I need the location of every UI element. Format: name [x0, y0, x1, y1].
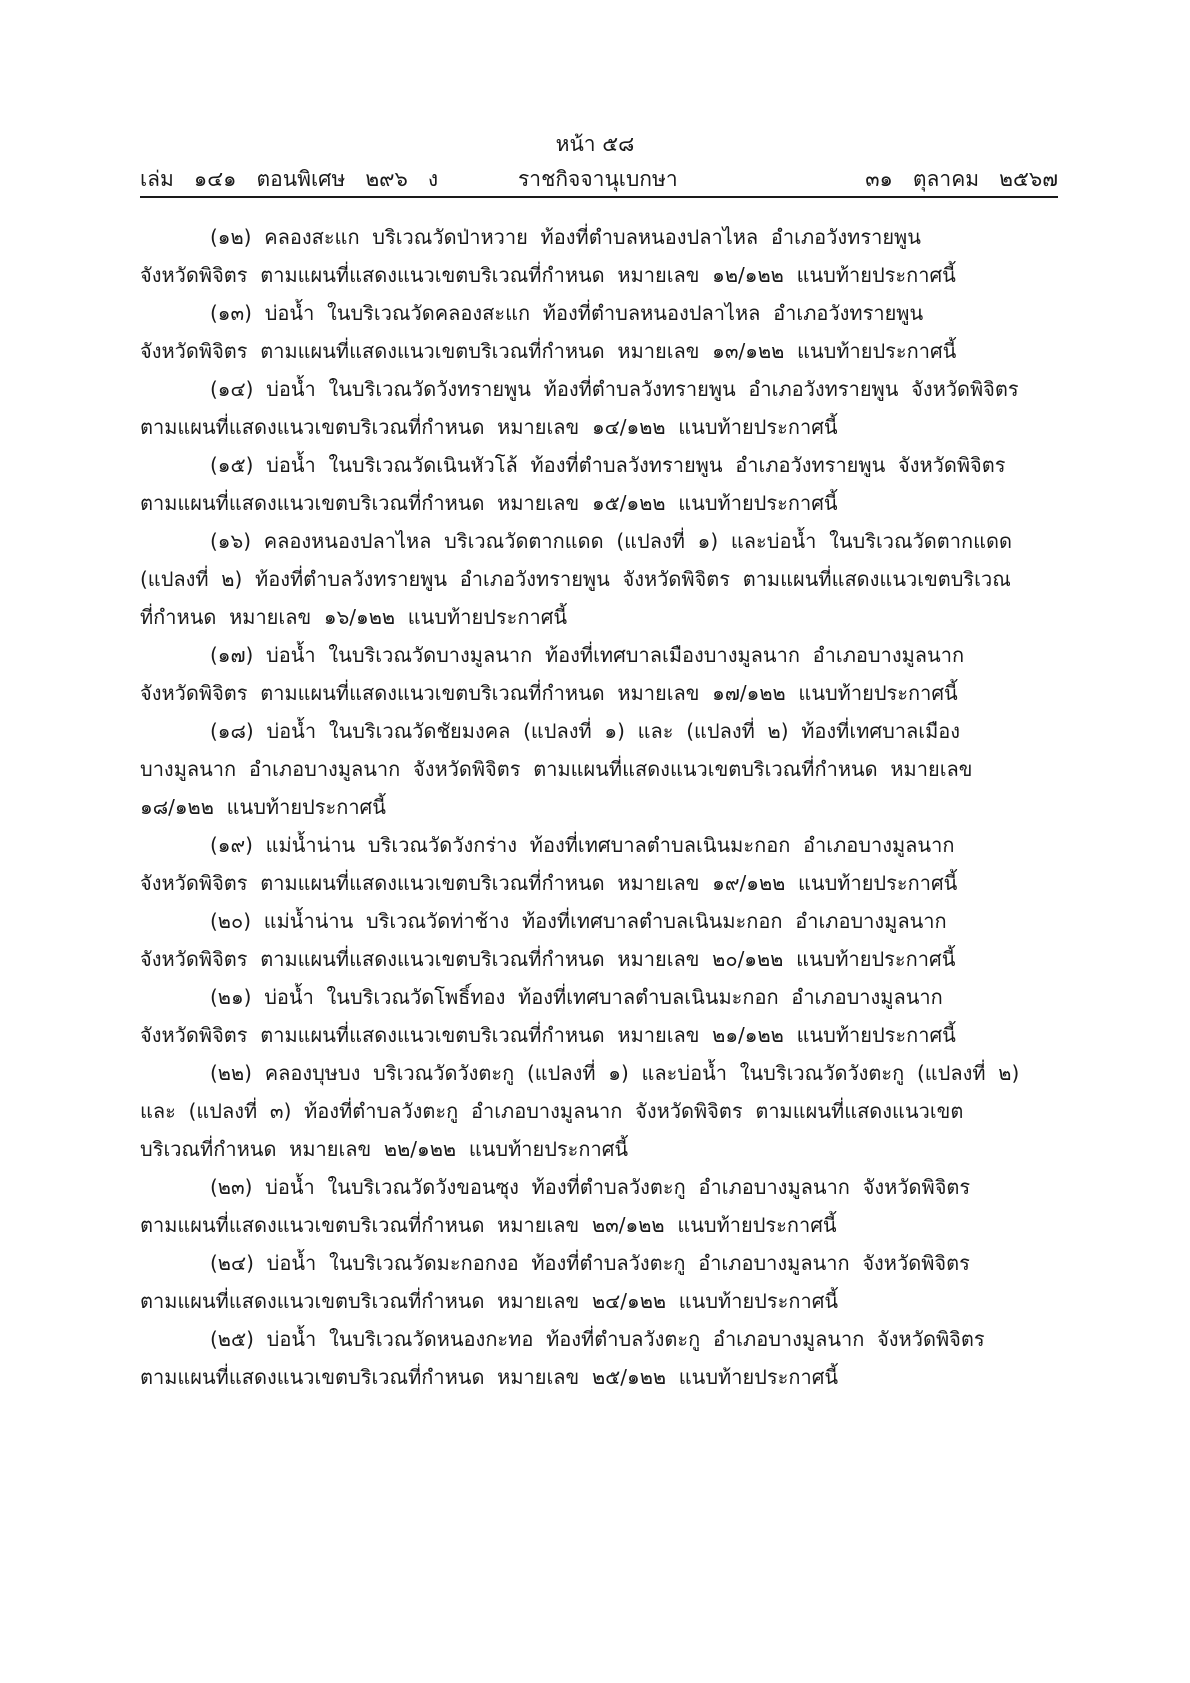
clause-line: ตามแผนที่แสดงแนวเขตบริเวณที่กำหนด หมายเลข ๒๔/๑๒๒ แนบท้ายประกาศนี้	[140, 1289, 839, 1313]
clause-line: (๒๔) บ่อน้ำ ในบริเวณวัดมะกอกงอ ท้องที่ตำบลวังตะกู อำเภอบางมูลนาก จังหวัดพิจิตร	[210, 1251, 970, 1275]
clause-line: (๑๕) บ่อน้ำ ในบริเวณวัดเนินหัวโล้ ท้องที่ตำบลวังทรายพูน อำเภอวังทรายพูน จังหวัดพิจิตร	[210, 453, 1006, 477]
clause-paragraph	[140, 1320, 1058, 1396]
clause-line: (๒๑) บ่อน้ำ ในบริเวณวัดโพธิ์ทอง ท้องที่เทศบาลตำบลเนินมะกอก อำเภอบางมูลนาก	[210, 985, 943, 1009]
clause-line: จังหวัดพิจิตร ตามแผนที่แสดงแนวเขตบริเวณที่กำหนด หมายเลข ๑๓/๑๒๒ แนบท้ายประกาศนี้	[140, 339, 957, 363]
clause-line: บางมูลนาก อำเภอบางมูลนาก จังหวัดพิจิตร ตามแผนที่แสดงแนวเขตบริเวณที่กำหนด หมายเลข	[140, 757, 973, 781]
clause-line: จังหวัดพิจิตร ตามแผนที่แสดงแนวเขตบริเวณที่กำหนด หมายเลข ๑๗/๑๒๒ แนบท้ายประกาศนี้	[140, 681, 958, 705]
clause-paragraph	[140, 1054, 1058, 1168]
clause-line: (๒๓) บ่อน้ำ ในบริเวณวัดวังขอนซุง ท้องที่ตำบลวังตะกู อำเภอบางมูลนาก จังหวัดพิจิตร	[210, 1175, 971, 1199]
clause-line: บริเวณที่กำหนด หมายเลข ๒๒/๑๒๒ แนบท้ายประกาศนี้	[140, 1137, 629, 1161]
clause-paragraph	[140, 370, 1058, 446]
clause-line: จังหวัดพิจิตร ตามแผนที่แสดงแนวเขตบริเวณที่กำหนด หมายเลข ๒๑/๑๒๒ แนบท้ายประกาศนี้	[140, 1023, 956, 1047]
clause-line: จังหวัดพิจิตร ตามแผนที่แสดงแนวเขตบริเวณที่กำหนด หมายเลข ๑๒/๑๒๒ แนบท้ายประกาศนี้	[140, 263, 956, 287]
clause-line: จังหวัดพิจิตร ตามแผนที่แสดงแนวเขตบริเวณที่กำหนด หมายเลข ๑๙/๑๒๒ แนบท้ายประกาศนี้	[140, 871, 958, 895]
clause-line: ตามแผนที่แสดงแนวเขตบริเวณที่กำหนด หมายเลข ๑๔/๑๒๒ แนบท้ายประกาศนี้	[140, 415, 838, 439]
clause-paragraph	[140, 712, 1058, 826]
announcement-body	[140, 218, 1058, 1396]
clause-paragraph	[140, 522, 1058, 636]
clause-line: (๑๙) แม่น้ำน่าน บริเวณวัดวังกร่าง ท้องที่เทศบาลตำบลเนินมะกอก อำเภอบางมูลนาก	[210, 833, 955, 857]
clause-line: (แปลงที่ ๒) ท้องที่ตำบลวังทรายพูน อำเภอวังทรายพูน จังหวัดพิจิตร ตามแผนที่แสดงแนวเขตบริเวณ	[140, 567, 1011, 591]
clause-line: (๑๖) คลองหนองปลาไหล บริเวณวัดตากแดด (แปลงที่ ๑) และบ่อน้ำ ในบริเวณวัดตากแดด	[210, 529, 1012, 553]
clause-line: และ (แปลงที่ ๓) ท้องที่ตำบลวังตะกู อำเภอบางมูลนาก จังหวัดพิจิตร ตามแผนที่แสดงแนวเขต	[140, 1099, 964, 1123]
volume-issue: เล่ม ๑๔๑ ตอนพิเศษ ๒๙๖ ง	[140, 167, 439, 191]
clause-line: ที่กำหนด หมายเลข ๑๖/๑๒๒ แนบท้ายประกาศนี้	[140, 605, 568, 629]
clause-line: (๒๒) คลองบุษบง บริเวณวัดวังตะกู (แปลงที่ ๑) และบ่อน้ำ ในบริเวณวัดวังตะกู (แปลงที่ ๒)	[210, 1061, 1020, 1085]
gazette-header	[140, 163, 1058, 195]
clause-paragraph	[140, 294, 1058, 370]
clause-line: (๑๓) บ่อน้ำ ในบริเวณวัดคลองสะแก ท้องที่ตำบลหนองปลาไหล อำเภอวังทรายพูน	[210, 301, 924, 325]
clause-paragraph	[140, 1244, 1058, 1320]
clause-paragraph	[140, 446, 1058, 522]
clause-line: (๑๒) คลองสะแก บริเวณวัดป่าหวาย ท้องที่ตำบลหนองปลาไหล อำเภอวังทรายพูน	[210, 225, 921, 249]
clause-paragraph	[140, 978, 1058, 1054]
clause-paragraph	[140, 218, 1058, 294]
clause-line: ๑๘/๑๒๒ แนบท้ายประกาศนี้	[140, 795, 386, 819]
publication-date: ๓๑ ตุลาคม ๒๕๖๗	[865, 167, 1058, 191]
clause-paragraph	[140, 826, 1058, 902]
clause-line: (๑๗) บ่อน้ำ ในบริเวณวัดบางมูลนาก ท้องที่เทศบาลเมืองบางมูลนาก อำเภอบางมูลนาก	[210, 643, 965, 667]
clause-line: (๑๘) บ่อน้ำ ในบริเวณวัดชัยมงคล (แปลงที่ ๑) และ (แปลงที่ ๒) ท้องที่เทศบาลเมือง	[210, 719, 961, 743]
clause-line: จังหวัดพิจิตร ตามแผนที่แสดงแนวเขตบริเวณที่กำหนด หมายเลข ๒๐/๑๒๒ แนบท้ายประกาศนี้	[140, 947, 956, 971]
clause-paragraph	[140, 1168, 1058, 1244]
clause-line: (๒๕) บ่อน้ำ ในบริเวณวัดหนองกะทอ ท้องที่ตำบลวังตะกู อำเภอบางมูลนาก จังหวัดพิจิตร	[210, 1327, 985, 1351]
clause-line: ตามแผนที่แสดงแนวเขตบริเวณที่กำหนด หมายเลข ๒๕/๑๒๒ แนบท้ายประกาศนี้	[140, 1365, 839, 1389]
publication-title: ราชกิจจานุเบกษา	[518, 167, 678, 191]
clause-line: ตามแผนที่แสดงแนวเขตบริเวณที่กำหนด หมายเลข ๒๓/๑๒๒ แนบท้ายประกาศนี้	[140, 1213, 837, 1237]
clause-line: (๒๐) แม่น้ำน่าน บริเวณวัดท่าช้าง ท้องที่เทศบาลตำบลเนินมะกอก อำเภอบางมูลนาก	[210, 909, 947, 933]
clause-paragraph	[140, 636, 1058, 712]
clause-paragraph	[140, 902, 1058, 978]
clause-line: ตามแผนที่แสดงแนวเขตบริเวณที่กำหนด หมายเลข ๑๕/๑๒๒ แนบท้ายประกาศนี้	[140, 491, 838, 515]
page-number: หน้า ๕๘	[555, 132, 635, 156]
header-divider	[140, 196, 1058, 198]
clause-line: (๑๔) บ่อน้ำ ในบริเวณวัดวังทรายพูน ท้องที่ตำบลวังทรายพูน อำเภอวังทรายพูน จังหวัดพิจิตร	[210, 377, 1019, 401]
